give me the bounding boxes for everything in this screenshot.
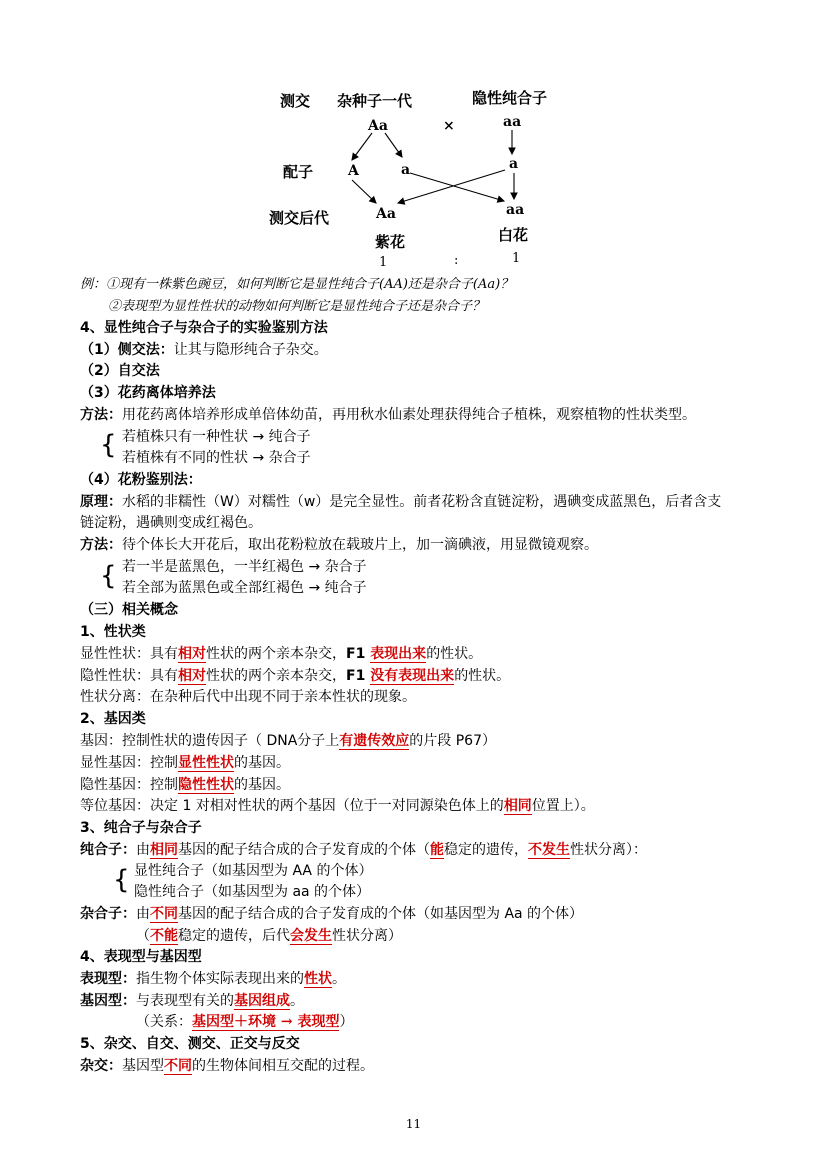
gene-def (80, 731, 496, 751)
method-4-result-2: 若全部为蓝黑色或全部红褐色 → 纯合子 (122, 580, 367, 596)
brace-icon: { (100, 430, 117, 460)
section-4-title: 4、显性纯合子与杂合子的实验鉴别方法 (80, 320, 328, 336)
cross-sign: × (443, 118, 455, 134)
text: 稳定的遗传，后代 (178, 928, 290, 944)
text: 性状分离） (332, 928, 402, 944)
concept-4-title: 4、表现型与基因型 (80, 949, 202, 965)
term-label: 杂合子： (80, 906, 136, 922)
text: 的性状。 (426, 646, 483, 662)
allele-def (80, 796, 595, 816)
text: 。 (332, 971, 346, 987)
label-testcross: 测交 (280, 92, 311, 110)
gamete-a-right: a (509, 156, 519, 172)
text: 位置上）。 (531, 798, 595, 814)
text: 的生物体间相互交配的过程。 (192, 1058, 374, 1074)
text: 基因的配子结合成的合子发育成的个体（ (178, 842, 430, 858)
method-2: （2）自交法 (80, 363, 160, 379)
method-1-label: （1）侧交法： (80, 342, 174, 358)
method-3-process (80, 405, 696, 425)
method-4-process (80, 535, 598, 555)
concept-1-title: 1、性状类 (80, 624, 146, 640)
page-number: 11 (405, 1117, 422, 1131)
dominant-trait (80, 644, 482, 664)
highlight: 隐性性状 (178, 777, 234, 793)
method-3-process-text: 用花药离体培养形成单倍体幼苗，再用秋水仙素处理获得纯合子植株，观察植物的性状类型。 (122, 407, 696, 423)
text: 基因：控制性状的遗传因子（ DNA分子上 (80, 733, 340, 749)
text: 基因的配子结合成的合子发育成的个体（如基因型为 Aa 的个体） (178, 906, 584, 922)
method-1 (80, 340, 328, 360)
highlight: 显性性状 (178, 755, 234, 771)
principle-label: 原理： (80, 494, 122, 510)
dominant-gene (80, 753, 290, 773)
example-question-2: ②表现型为显性性状的动物如何判断它是显性纯合子还是杂合子？ (108, 299, 486, 314)
recessive-gene (80, 775, 290, 795)
method-3-result-1: 若植株只有一种性状 → 纯合子 (122, 429, 311, 445)
testcross-diagram (0, 0, 827, 290)
homozygote-recessive: 隐性纯合子（如基因型为 aa 的个体） (134, 884, 371, 900)
principle-text-1: 水稻的非糯性（W）对糯性（w）是完全显性。前者花粉含直链淀粉，遇碘变成蓝黑色，后者含支 (122, 494, 722, 510)
text: 等位基因：决定 1 对相对性状的两个基因（位于一对同源染色体上的 (80, 798, 504, 814)
text: 隐性性状：具有 (80, 668, 178, 684)
highlight: 相对 (178, 668, 206, 684)
text: 隐性基因：控制 (80, 777, 178, 793)
relation-note (136, 1012, 353, 1032)
label-offspring: 测交后代 (269, 209, 330, 227)
label-hybrid-f1: 杂种子一代 (337, 92, 413, 110)
text: 的性状。 (454, 668, 511, 684)
example-question-1: 例：①现有一株紫色豌豆，如何判断它是显性纯合子(AA)还是杂合子(Aa)？ (80, 277, 514, 292)
highlight: 不同 (164, 1058, 192, 1074)
method-label: 方法： (80, 407, 122, 423)
highlight: 能 (430, 842, 444, 858)
highlight: 没有表现出来 (370, 668, 455, 684)
section-3-title: （三）相关概念 (80, 602, 178, 618)
homozygote-def (80, 840, 647, 860)
method-4: （4）花粉鉴别法： (80, 472, 202, 488)
text: （ (136, 928, 150, 944)
text: 性状的两个亲本杂交， (206, 668, 346, 684)
method-label: 方法： (80, 537, 122, 553)
heterozygote-note (136, 926, 402, 946)
term-label: 杂交： (80, 1058, 122, 1074)
method-3: （3）花药离体培养法 (80, 385, 216, 401)
highlight: 基因型＋环境 → 表现型 (192, 1014, 340, 1030)
highlight: 有遗传效应 (339, 733, 410, 749)
method-4-principle-1 (80, 492, 721, 512)
text: 的片段 P67） (409, 733, 496, 749)
text: 指生物个体实际表现出来的 (136, 971, 304, 987)
label-gametes: 配子 (283, 163, 314, 181)
text: 由 (136, 906, 150, 922)
gamete-a-left: a (401, 162, 411, 178)
recessive-trait (80, 666, 510, 686)
highlight: 相对 (178, 646, 206, 662)
concept-5-title: 5、杂交、自交、测交、正交与反交 (80, 1036, 300, 1052)
homozygote-dominant: 显性纯合子（如基因型为 AA 的个体） (134, 863, 373, 879)
highlight: 相同 (150, 842, 178, 858)
cross-arrows (352, 130, 514, 203)
highlight: 不同 (150, 906, 178, 922)
label-purple: 紫花 (375, 233, 406, 251)
term-label: 纯合子： (80, 842, 136, 858)
term-label: 基因型： (80, 993, 136, 1009)
ratio-1: 1 (379, 255, 388, 270)
text: 性状的两个亲本杂交， (206, 646, 346, 662)
offspring-aa: aa (506, 202, 525, 218)
ratio-colon: : (454, 253, 459, 268)
highlight: 基因组成 (234, 993, 290, 1009)
parent-Aa: Aa (368, 118, 388, 134)
brace-icon: { (100, 561, 117, 591)
gamete-A: A (348, 163, 359, 179)
method-1-text: 让其与隐形纯合子杂交。 (173, 342, 328, 358)
brace-icon: { (113, 865, 130, 895)
text: 的基因。 (234, 777, 290, 793)
highlight: 不发生 (528, 842, 570, 858)
highlight: 相同 (503, 798, 532, 814)
text: F1 (346, 668, 371, 684)
offspring-Aa: Aa (376, 206, 396, 222)
concept-2-title: 2、基因类 (80, 711, 146, 727)
method-4-result-1: 若一半是蓝黑色，一半红褐色 → 杂合子 (122, 559, 367, 575)
text: 与表现型有关的 (136, 993, 234, 1009)
genotype-def (80, 991, 304, 1011)
label-recessive-pure: 隐性纯合子 (472, 89, 548, 107)
text: 显性基因：控制 (80, 755, 178, 771)
term-label: 表现型： (80, 971, 136, 987)
text: 性状分离）： (570, 842, 647, 858)
text: 显性性状：具有 (80, 646, 178, 662)
ratio-2: 1 (512, 251, 521, 266)
highlight: 不能 (150, 928, 178, 944)
text: 基因型 (122, 1058, 164, 1074)
highlight: 性状 (304, 971, 332, 987)
method-4-principle-2: 链淀粉，遇碘则变成红褐色。 (80, 515, 262, 531)
highlight: 表现出来 (370, 646, 427, 662)
text: ） (339, 1014, 354, 1030)
text: 。 (290, 993, 304, 1009)
heterozygote-def (80, 904, 583, 924)
trait-segregation: 性状分离：在杂种后代中出现不同于亲本性状的现象。 (80, 689, 416, 705)
text: F1 (346, 646, 371, 662)
parent-aa: aa (503, 114, 522, 130)
text: （关系： (136, 1014, 192, 1030)
cross-def (80, 1056, 374, 1076)
method-3-result-2: 若植株有不同的性状 → 杂合子 (122, 450, 311, 466)
phenotype-def (80, 969, 346, 989)
text: 稳定的遗传， (444, 842, 528, 858)
text: 由 (136, 842, 150, 858)
highlight: 会发生 (290, 928, 332, 944)
label-white: 白花 (498, 226, 529, 244)
concept-3-title: 3、纯合子与杂合子 (80, 820, 202, 836)
text: 的基因。 (234, 755, 290, 771)
method-4-process-text: 待个体长大开花后，取出花粉粒放在载玻片上，加一滴碘液，用显微镜观察。 (122, 537, 598, 553)
